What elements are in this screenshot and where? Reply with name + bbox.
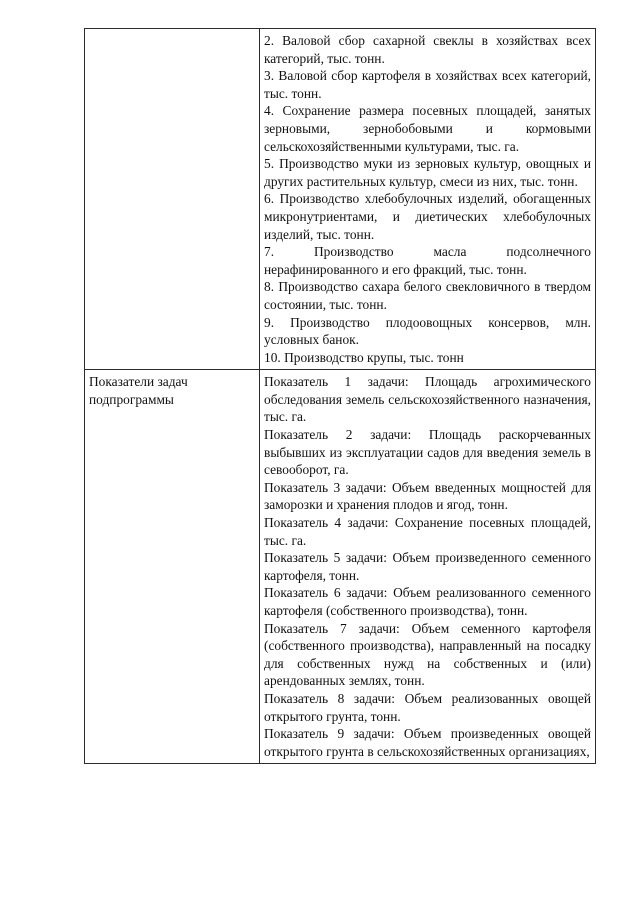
task-indicator-item: Показатель 8 задачи: Объем реализованных овощей открытого грунта, тонн. — [264, 690, 591, 724]
indicator-item: 5. Производство муки из зерновых культур, овощных и других растительных культур, смеси из них, тыс. тонн. — [264, 156, 591, 189]
task-indicator-item: Показатель 7 задачи: Объем семенного картофеля (собственного производства), направленный на посадку для собственных нужд на собственных и (или) арендованных землях, тонн. — [264, 620, 591, 689]
indicator-item: 6. Производство хлебобулочных изделий, обогащенных микронутриентами, и диетических хлебобулочных изделий, тыс. тонн. — [264, 191, 591, 242]
row-label: Показатели задач подпрограммы — [89, 374, 188, 407]
table-row — [85, 370, 596, 764]
task-indicator-item: Показатель 5 задачи: Объем произведенного семенного картофеля, тонн. — [264, 550, 591, 583]
task-indicator-item: Показатель 2 задачи: Площадь раскорчеванных выбывших из эксплуатации садов для введения земель в севооборот, га. — [264, 427, 591, 478]
row-content-cell — [260, 29, 596, 370]
task-indicator-item: Показатель 4 задачи: Сохранение посевных площадей, тыс. га. — [264, 515, 591, 548]
indicator-item: 8. Производство сахара белого свекловичного в твердом состоянии, тыс. тонн. — [264, 279, 591, 312]
passport-table — [84, 28, 596, 764]
indicator-item: 3. Валовой сбор картофеля в хозяйствах всех категорий, тыс. тонн. — [264, 68, 591, 101]
task-indicator-item: Показатель 3 задачи: Объем введенных мощностей для заморозки и хранения плодов и ягод, тонн. — [264, 479, 591, 513]
indicator-item: 4. Сохранение размера посевных площадей, занятых зерновыми, зернобобовыми и кормовыми сельскохозяйственными культурами, тыс. га. — [264, 103, 591, 154]
indicator-item: 7. Производство масла подсолнечного нерафинированного и его фракций, тыс. тонн. — [264, 244, 591, 277]
task-indicator-item: Показатель 1 задачи: Площадь агрохимического обследования земель сельскохозяйственного назначения, тыс. га. — [264, 374, 591, 425]
task-indicator-item: Показатель 6 задачи: Объем реализованного семенного картофеля (собственного производства), тонн. — [264, 585, 591, 618]
row-content-cell — [260, 370, 596, 764]
indicator-item: 10. Производство крупы, тыс. тонн — [264, 349, 464, 365]
indicator-item: 2. Валовой сбор сахарной свеклы в хозяйствах всех категорий, тыс. тонн. — [264, 33, 591, 66]
row-label-cell — [85, 370, 260, 764]
table-row — [85, 29, 596, 370]
row-label-cell — [85, 29, 260, 370]
task-indicator-item: Показатель 9 задачи: Объем произведенных овощей открытого грунта в сельскохозяйственных организациях, — [264, 726, 591, 759]
indicator-item: 9. Производство плодоовощных консервов, млн. условных банок. — [264, 314, 591, 348]
